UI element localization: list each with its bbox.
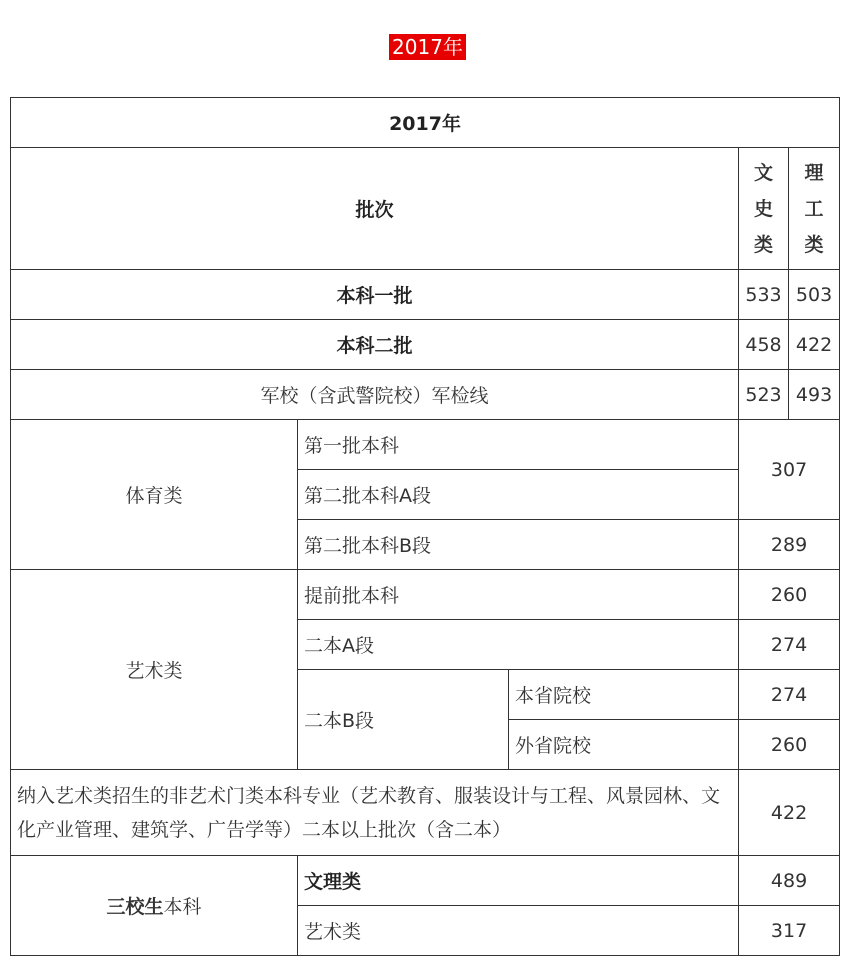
score: 260	[739, 720, 840, 770]
sub-label: 第二批本科B段	[298, 520, 739, 570]
score: 289	[739, 520, 840, 570]
sub-label: 二本B段	[298, 670, 509, 770]
score: 274	[739, 670, 840, 720]
table-row	[11, 420, 840, 470]
sub-label: 第一批本科	[298, 420, 739, 470]
score-liberal: 458	[739, 320, 789, 370]
row-label: 军校（含武警院校）军检线	[11, 370, 739, 420]
score-table	[10, 97, 840, 956]
table-row	[11, 370, 840, 420]
sub-label: 二本A段	[298, 620, 739, 670]
sub-label: 第二批本科A段	[298, 470, 739, 520]
category-label: 艺术类	[11, 570, 298, 770]
category-label: 三校生本科	[11, 856, 298, 956]
table-row	[11, 320, 840, 370]
sub-label: 艺术类	[298, 906, 739, 956]
score-liberal: 533	[739, 270, 789, 320]
score-science: 493	[789, 370, 840, 420]
table-title: 2017年	[11, 98, 840, 148]
table-row	[11, 570, 840, 620]
row-label: 纳入艺术类招生的非艺术门类本科专业（艺术教育、服装设计与工程、风景园林、文化产业管理、建筑学、广告学等）二本以上批次（含二本）	[11, 770, 739, 856]
score: 489	[739, 856, 840, 906]
sub-sub-label: 外省院校	[509, 720, 739, 770]
score-science: 503	[789, 270, 840, 320]
sub-label: 提前批本科	[298, 570, 739, 620]
sub-label: 文理类	[298, 856, 739, 906]
header-batch: 批次	[11, 148, 739, 270]
row-label: 本科二批	[11, 320, 739, 370]
score-liberal: 523	[739, 370, 789, 420]
score-science: 422	[789, 320, 840, 370]
score: 260	[739, 570, 840, 620]
score: 422	[739, 770, 840, 856]
table-row	[11, 270, 840, 320]
table-header-row	[11, 148, 840, 270]
header-science: 理 工 类	[789, 148, 840, 270]
score: 274	[739, 620, 840, 670]
sub-sub-label: 本省院校	[509, 670, 739, 720]
header-liberal-arts: 文 史 类	[739, 148, 789, 270]
heading-label: 2017年	[389, 34, 466, 60]
category-label: 体育类	[11, 420, 298, 570]
row-label: 本科一批	[11, 270, 739, 320]
score: 307	[739, 420, 840, 520]
score: 317	[739, 906, 840, 956]
table-row	[11, 856, 840, 906]
table-row	[11, 770, 840, 856]
table-title-row	[11, 98, 840, 148]
page-heading	[0, 34, 855, 60]
